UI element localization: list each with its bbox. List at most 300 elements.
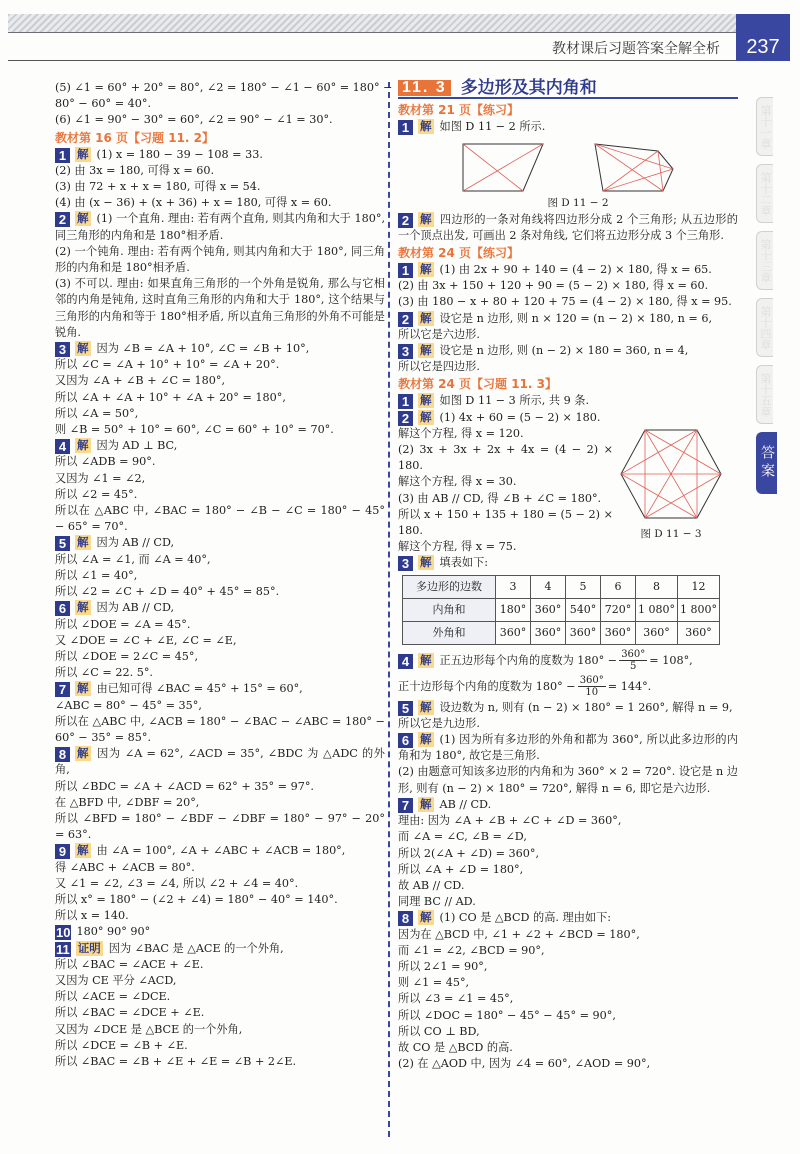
- problem-number: 2: [398, 213, 413, 228]
- problem-line: [398, 991, 738, 1007]
- problem-text: 所以 ∠ACE = ∠DCE.: [55, 990, 171, 1004]
- left-column: [55, 80, 393, 1070]
- solution-tag: 解: [420, 343, 432, 358]
- problem-text: 则 ∠B = 50° + 10° = 60°, ∠C = 60° + 10° = 70°.: [55, 423, 334, 437]
- problem-text: (2) 由 3x = 180, 可得 x = 60.: [55, 163, 215, 177]
- problem-line: [398, 1056, 738, 1072]
- solution-tag: 解: [420, 310, 432, 325]
- problem-item: [55, 941, 385, 1071]
- problem-text: (1) x = 180 − 39 − 108 = 33.: [96, 147, 263, 161]
- quadrilateral-diagram: [453, 139, 563, 195]
- problem-line: [55, 973, 385, 989]
- problem-number: 5: [55, 536, 70, 551]
- problem-text: 所以 ∠2 = 45°.: [55, 487, 138, 501]
- solution-tag: 解: [77, 438, 89, 453]
- problem-text: 在 △BFD 中, ∠DBF = 20°,: [55, 795, 200, 809]
- text-line: (6) ∠1 = 90° − 30° = 60°, ∠2 = 90° − ∠1 = 30°.: [55, 113, 333, 127]
- side-tab-ch11[interactable]: 第十一章: [756, 97, 773, 156]
- problem-text: 正十边形每个内角的度数为 180° −: [398, 679, 576, 693]
- figure-caption: 图 D 11 − 2: [547, 197, 609, 210]
- problem-text: (1) 因为所有多边形的外角和都为 360°, 所以此多边形的内角和为 180°, 故它是三角形.: [398, 733, 738, 763]
- problem-text: 因为 ∠BAC 是 △ACE 的一个外角,: [108, 941, 284, 955]
- problem-number: 1: [398, 120, 413, 135]
- problem-line: [55, 276, 385, 341]
- problem-item: [398, 797, 738, 910]
- problem-item: [398, 732, 738, 797]
- problem-text: 所以 ∠BAC = ∠B + ∠E + ∠E = ∠B + 2∠E.: [55, 1054, 297, 1068]
- problem-text: 所以 2∠1 = 90°,: [398, 959, 488, 973]
- problem-line: [398, 797, 738, 813]
- problem-line: [398, 359, 738, 375]
- table-cell: 360°: [636, 621, 678, 644]
- problem-line: [55, 584, 385, 600]
- problem-line: [398, 894, 738, 910]
- solution-tag: 解: [420, 910, 432, 925]
- problem-line: [398, 426, 613, 442]
- problem-item: [55, 843, 385, 924]
- problem-line: [398, 311, 738, 327]
- problem-list: [55, 147, 385, 1071]
- problem-text: 所以 ∠DOC = 180° − 45° − 45° = 90°,: [398, 1008, 616, 1022]
- problem-line: [398, 943, 738, 959]
- table-cell: 8: [636, 575, 678, 598]
- problem-text: 所以 ∠ADB = 90°.: [55, 455, 156, 469]
- page-number: 237: [736, 14, 790, 61]
- problem-line: [55, 1054, 385, 1070]
- problem-line: [55, 147, 385, 163]
- problem-line: [55, 860, 385, 876]
- header-hatch-band: [8, 14, 736, 33]
- problem-text: = 108°,: [649, 653, 693, 667]
- problem-line: [55, 406, 385, 422]
- solution-tag: 解: [77, 600, 89, 615]
- table-cell: 720°: [601, 598, 636, 621]
- solution-tag: 解: [420, 796, 432, 811]
- right-column: [398, 80, 738, 1072]
- table-cell: 360°: [496, 621, 531, 644]
- problem-text: (2) 一个钝角. 理由: 若有两个钝角, 则其内角和大于 180°, 同三角形的内角和是 180°相矛盾.: [55, 244, 385, 275]
- problem-number: 3: [398, 344, 413, 359]
- problem-text: (2) 在 △AOD 中, 因为 ∠4 = 60°, ∠AOD = 90°,: [398, 1057, 651, 1071]
- problem-text: 所以 ∠DOE = ∠A = 45°.: [55, 617, 191, 631]
- problem-text: 正五边形每个内角的度数为 180° −: [439, 653, 618, 667]
- problem-number: 3: [55, 342, 70, 357]
- problem-text: 又因为 ∠1 = ∠2,: [55, 471, 146, 485]
- problem-line: [55, 357, 385, 373]
- problem-text: 所以 x° = 180° − (∠2 + ∠4) = 180° − 40° = 140°.: [55, 892, 338, 906]
- problem-text: 设边数为 n, 则有 (n − 2) × 180° = 1 260°, 解得 n = 9,: [439, 700, 733, 714]
- problem-number: 11: [56, 941, 70, 957]
- solution-tag: 解: [77, 681, 89, 696]
- problem-text: 由已知可得 ∠BAC = 45° + 15° = 60°,: [96, 682, 303, 696]
- problem-text: 如图 D 11 − 3 所示, 共 9 条.: [439, 394, 590, 408]
- problem-item: [398, 393, 738, 409]
- problem-line: [55, 681, 385, 697]
- problem-line: [398, 846, 738, 862]
- problem-number: 8: [398, 911, 413, 926]
- problem-line: [398, 813, 738, 829]
- problem-text: 所以它是九边形.: [398, 716, 480, 730]
- problem-line: [398, 862, 738, 878]
- problem-text: 所以在 △ABC 中, ∠ACB = 180° − ∠BAC − ∠ABC = 180° − 60° − 35° = 85°.: [55, 714, 385, 744]
- problem-text: 又因为 ∠A + ∠B + ∠C = 180°,: [55, 374, 226, 388]
- problem-text: (1) 由 2x + 90 + 140 = (4 − 2) × 180, 得 x = 65.: [439, 263, 712, 277]
- problem-text: 所以 ∠3 = ∠1 = 45°,: [398, 992, 514, 1006]
- problem-line: [55, 163, 385, 179]
- problem-text: ∠ABC = 80° − 45° = 35°,: [55, 698, 202, 712]
- problem-text: 所以 ∠A + ∠A + 10° + ∠A + 20° = 180°,: [55, 390, 286, 404]
- problem-number: 4: [398, 654, 413, 669]
- problem-line: [55, 795, 385, 811]
- problem-text: 所以 x = 140.: [55, 909, 129, 923]
- problem-line: [398, 491, 613, 507]
- problem-text: 又 ∠DOE = ∠C + ∠E, ∠C = ∠E,: [55, 633, 237, 647]
- problem-text: 解这个方程, 得 x = 75.: [398, 540, 517, 554]
- problem-text: 所以 ∠DOE = 2∠C = 45°,: [55, 649, 199, 663]
- side-tabs: [756, 97, 794, 502]
- table-cell: 4: [531, 575, 566, 598]
- problem-text: 而 ∠A = ∠C, ∠B = ∠D,: [398, 830, 527, 844]
- fraction: [578, 675, 606, 698]
- problem-line: [398, 829, 738, 845]
- problem-line: [55, 535, 385, 551]
- solution-tag: 解: [77, 843, 89, 858]
- solution-tag: 解: [420, 652, 432, 667]
- problem-line: [398, 1024, 738, 1040]
- problem-line: [55, 195, 385, 211]
- problem-number: 3: [398, 556, 413, 571]
- section-heading: 教材第 21 页【练习】: [398, 103, 520, 118]
- problem-item: [398, 700, 738, 732]
- problem-number: 7: [55, 682, 70, 697]
- problem-line: [55, 600, 385, 616]
- problem-line: [55, 454, 385, 470]
- problem-text: 所以 ∠C = 22. 5°.: [55, 666, 153, 680]
- problem-line: [398, 700, 738, 716]
- problem-line: [55, 908, 385, 924]
- table-cell: 180°: [496, 598, 531, 621]
- polygon-angle-table: [402, 575, 720, 645]
- problem-line: [398, 1008, 738, 1024]
- problem-number: 1: [55, 148, 70, 163]
- problem-text: 而 ∠1 = ∠2, ∠BCD = 90°,: [398, 943, 545, 957]
- problem-text: 所以它是六边形.: [398, 327, 480, 341]
- problem-item: [398, 119, 738, 135]
- problem-text: 所以在 △ABC 中, ∠BAC = 180° − ∠B − ∠C = 180° − 45° − 65° = 70°.: [55, 504, 385, 534]
- problem-text: (2) 由题意可知该多边形的内角和为 360° × 2 = 720°. 设它是 n 边形, 则有 (n − 2) × 180° = 720°, 解得 n = 6, 即它是六边形.: [398, 765, 738, 795]
- section-heading: 教材第 24 页【习题 11. 3】: [398, 377, 558, 392]
- solution-tag: 解: [420, 262, 432, 277]
- problem-text: (4) 由 (x − 36) + (x + 36) + x = 180, 可得 x = 60.: [55, 196, 332, 210]
- problem-line: [398, 674, 738, 700]
- problem-line: [398, 975, 738, 991]
- problem-text: 因为 AD ⊥ BC,: [96, 439, 178, 453]
- side-tab-ch14[interactable]: 第十四章: [756, 298, 773, 357]
- pentagon-diagram: [593, 139, 683, 195]
- table-cell: 1 080°: [636, 598, 678, 621]
- problem-text: 解这个方程, 得 x = 120.: [398, 426, 524, 440]
- problem-line: [55, 422, 385, 438]
- problem-text: 所以 ∠A = ∠1, 而 ∠A = 40°,: [55, 552, 211, 566]
- solution-tag: 证明: [77, 940, 101, 955]
- problem-number: 7: [398, 798, 413, 813]
- problem-text: 所以 ∠1 = 40°,: [55, 568, 138, 582]
- problem-item: [398, 648, 738, 674]
- solution-tag: 解: [420, 119, 432, 134]
- problem-list: [398, 262, 738, 375]
- solution-tag: 解: [420, 211, 432, 226]
- solution-tag: 解: [77, 341, 89, 356]
- problem-line: [398, 262, 738, 278]
- problem-text: 所以 ∠BAC = ∠ACE + ∠E.: [55, 957, 204, 971]
- denominator: 10: [585, 687, 599, 699]
- problem-line: [55, 698, 385, 714]
- problem-line: [398, 410, 613, 426]
- problem-text: (1) CO 是 △BCD 的高. 理由如下:: [439, 911, 612, 925]
- problem-text: 填表如下:: [439, 556, 489, 570]
- problem-number: 4: [55, 439, 70, 454]
- solution-tag: 解: [420, 555, 432, 570]
- problem-item: [55, 438, 385, 535]
- chapter-title: 多边形及其内角和: [460, 78, 597, 98]
- problem-line: [55, 1022, 385, 1038]
- problem-line: [55, 373, 385, 389]
- problem-line: [55, 649, 385, 665]
- figure-d11-2: [438, 139, 698, 195]
- table-cell: 360°: [531, 598, 566, 621]
- table-row: [403, 575, 720, 598]
- problem-item: [55, 147, 385, 212]
- problem-item: [55, 211, 385, 341]
- problem-text: 又 ∠1 = ∠2, ∠3 = ∠4, 所以 ∠2 + ∠4 = 40°.: [55, 876, 299, 890]
- problem-text: 所以 ∠C = ∠A + 10° + 10° = ∠A + 20°.: [55, 358, 280, 372]
- problem-number: 1: [398, 263, 413, 278]
- problem-text: 因为 ∠B = ∠A + 10°, ∠C = ∠B + 10°,: [96, 342, 310, 356]
- table-cell: 12: [678, 575, 720, 598]
- problem-line: [55, 633, 385, 649]
- numerator: 360°: [621, 649, 646, 661]
- problem-item: [398, 910, 738, 1072]
- problem-line: [55, 665, 385, 681]
- problem-line: [398, 278, 738, 294]
- denominator: 5: [630, 661, 637, 673]
- problem-text: 所以 CO ⊥ BD,: [398, 1024, 480, 1038]
- problem-text: 所以 ∠BAC = ∠DCE + ∠E.: [55, 1006, 205, 1020]
- problem-number: 6: [398, 733, 413, 748]
- problem-line: [398, 732, 738, 764]
- table-cell: 6: [601, 575, 636, 598]
- problem-number: 6: [55, 601, 70, 616]
- problem-line: [55, 746, 385, 778]
- side-tab-ch15[interactable]: 第十五章: [756, 365, 773, 424]
- table-cell: 3: [496, 575, 531, 598]
- section-heading: 教材第 24 页【练习】: [398, 246, 520, 261]
- problem-text: = 144°.: [607, 679, 652, 693]
- problem-line: [55, 568, 385, 584]
- table-row: [403, 598, 720, 621]
- problem-text: 所以 ∠2 = ∠C + ∠D = 40° + 45° = 85°.: [55, 585, 280, 599]
- problem-text: (2) 3x + 3x + 2x + 4x = (4 − 2) × 180.: [398, 443, 613, 473]
- problem-text: 则 ∠1 = 45°,: [398, 976, 470, 990]
- problem-text: 180° 90° 90°: [76, 925, 151, 939]
- problem-text: 理由: 因为 ∠A + ∠B + ∠C + ∠D = 360°,: [398, 814, 622, 828]
- problem-number: 2: [398, 312, 413, 327]
- solution-tag: 解: [420, 393, 432, 408]
- problem-text: 因为 ∠A = 62°, ∠ACD = 35°, ∠BDC 为 △ADC 的外角,: [55, 747, 385, 777]
- figure-d11-3: [616, 428, 726, 541]
- numerator: 360°: [579, 675, 604, 687]
- problem-line: [398, 442, 613, 474]
- problem-item: [55, 341, 385, 438]
- text-line: 80° − 60° = 40°.: [55, 97, 152, 111]
- problem-line: [55, 438, 385, 454]
- header-title: 教材课后习题答案全解全析: [552, 41, 720, 57]
- problem-line: [398, 878, 738, 894]
- problem-line: [398, 910, 738, 926]
- fraction: [619, 649, 647, 672]
- chapter-number: 11. 3: [398, 80, 451, 96]
- problem-text: (1) 4x + 60 = (5 − 2) × 180.: [439, 410, 601, 424]
- problem-line: [398, 927, 738, 943]
- text-line: (5) ∠1 = 60° + 20° = 80°, ∠2 = 180° − ∠1 − 60° = 180° −: [55, 81, 393, 94]
- problem-text: 因为在 △BCD 中, ∠1 + ∠2 + ∠BCD = 180°,: [398, 927, 640, 941]
- problem-line: [55, 552, 385, 568]
- problem-item: [55, 924, 385, 940]
- problem-text: 设它是 n 边形, 则 n × 120 = (n − 2) × 180, n = 6,: [439, 311, 712, 325]
- problem-item: [398, 555, 738, 571]
- problem-line: [55, 390, 385, 406]
- problem-text: (3) 由 AB // CD, 得 ∠B + ∠C = 180°.: [398, 491, 602, 505]
- problem-number: 10: [56, 925, 71, 941]
- problem-text: 所以它是四边形.: [398, 360, 480, 374]
- side-tab-ch12[interactable]: 第十二章: [756, 164, 773, 223]
- problem-text: 又因为 ∠DCE 是 △BCE 的一个外角,: [55, 1022, 243, 1036]
- problem-line: [55, 179, 385, 195]
- problem-item: [398, 410, 613, 556]
- problem-number: 1: [398, 394, 413, 409]
- problem-line: [55, 957, 385, 973]
- problem-number: 2: [398, 411, 413, 426]
- problem-item: [55, 746, 385, 843]
- problem-text: 所以 ∠DCE = ∠B + ∠E.: [55, 1038, 188, 1052]
- side-tab-ch13[interactable]: 第十三章: [756, 231, 773, 290]
- problem-line: [398, 507, 613, 539]
- problem-number: 2: [55, 212, 70, 227]
- table-row: [403, 621, 720, 644]
- table-cell: 360°: [678, 621, 720, 644]
- problem-text: 因为 AB // CD,: [96, 601, 175, 615]
- problem-line: [55, 924, 385, 940]
- solution-tag: 解: [420, 409, 432, 424]
- figure-caption: 图 D 11 − 3: [640, 528, 702, 540]
- problem-list: [398, 700, 738, 1073]
- problem-item: [398, 262, 738, 311]
- problem-line: [55, 779, 385, 795]
- problem-line: [55, 487, 385, 503]
- problem-text: 又因为 CE 平分 ∠ACD,: [55, 973, 177, 987]
- table-cell: 540°: [566, 598, 601, 621]
- problem-line: [55, 892, 385, 908]
- row-header: 外角和: [403, 621, 496, 644]
- problem-line: [55, 211, 385, 243]
- problem-text: (1) 一个直角. 理由: 若有两个直角, 则其内角和大于 180°, 同三角形的内角和是 180°相矛盾.: [55, 212, 385, 242]
- problem-item: [398, 311, 738, 343]
- problem-text: 四边形的一条对角线将四边形分成 2 个三角形; 从五边形的一个顶点出发, 可画出 2 条对角线, 它们将五边形分成 3 个三角形.: [398, 212, 738, 242]
- problem-text: 所以 ∠A + ∠D = 180°,: [398, 862, 524, 876]
- problem-text: 故 AB // CD.: [398, 878, 465, 892]
- problem-text: AB // CD.: [439, 797, 492, 811]
- problem-number: 9: [55, 844, 70, 859]
- problem-line: [55, 843, 385, 859]
- problem-line: [55, 1005, 385, 1021]
- problem-line: [55, 714, 385, 746]
- problem-text: 所以 ∠BDC = ∠A + ∠ACD = 62° + 35° = 97°.: [55, 779, 314, 793]
- problem-number: 5: [398, 701, 413, 716]
- problem-line: [55, 244, 385, 276]
- problem-text: (2) 由 3x + 150 + 120 + 90 = (5 − 2) × 180, 得 x = 60.: [398, 279, 709, 293]
- solution-tag: 解: [77, 746, 89, 761]
- problem-line: [398, 343, 738, 359]
- problem-line: [55, 471, 385, 487]
- table-cell: 5: [566, 575, 601, 598]
- problem-text: 所以 ∠A = 50°,: [55, 406, 139, 420]
- solution-tag: 解: [77, 535, 89, 550]
- column-divider: [388, 82, 390, 1137]
- problem-text: 解这个方程, 得 x = 30.: [398, 475, 517, 489]
- problem-item: [398, 212, 738, 244]
- problem-text: 设它是 n 边形, 则 (n − 2) × 180 = 360, n = 4,: [439, 344, 689, 358]
- solution-tag: 解: [77, 146, 89, 161]
- header-rule: [8, 60, 736, 61]
- side-tab-answers[interactable]: 答案: [756, 432, 777, 494]
- problem-item: [55, 535, 385, 600]
- problem-line: [55, 617, 385, 633]
- problem-line: [398, 716, 738, 732]
- problem-text: 因为 AB // CD,: [96, 536, 175, 550]
- problem-text: (3) 由 72 + x + x = 180, 可得 x = 54.: [55, 180, 261, 194]
- problem-line: [55, 811, 385, 843]
- problem-text: 所以 2(∠A + ∠D) = 360°,: [398, 846, 540, 860]
- problem-text: 所以 ∠BFD = 180° − ∠BDF − ∠DBF = 180° − 97° − 20° = 63°.: [55, 811, 385, 842]
- problem-line: [55, 341, 385, 357]
- problem-line: [55, 876, 385, 892]
- problem-line: [398, 474, 613, 490]
- problem-line: [398, 294, 738, 310]
- problem-text: 故 CO 是 △BCD 的高.: [398, 1040, 513, 1054]
- problem-number: 8: [55, 747, 70, 762]
- table-cell: 360°: [566, 621, 601, 644]
- chapter-header: [398, 80, 738, 99]
- problem-text: 同理 BC // AD.: [398, 895, 476, 909]
- problem-line: [398, 327, 738, 343]
- problem-text: (3) 不可以. 理由: 如果直角三角形的一个外角是锐角, 那么与它相邻的内角是钝角, 这时直角三角形的内角和大于 180°, 这个结果与三角形的内角和等于 180°相矛盾, 所以直角三角形的外角不可能是锐角.: [55, 277, 385, 339]
- table-cell: 1 800°: [678, 598, 720, 621]
- problem-line: [398, 539, 613, 555]
- problem-line: [398, 1040, 738, 1056]
- problem-item: [55, 600, 385, 681]
- problem-text: (3) 由 180 − x + 80 + 120 + 75 = (4 − 2) × 180, 得 x = 95.: [398, 295, 732, 309]
- problem-line: [398, 959, 738, 975]
- solution-tag: 解: [420, 732, 432, 747]
- problem-text: 如图 D 11 − 2 所示.: [439, 120, 546, 134]
- solution-tag: 解: [77, 211, 89, 226]
- problem-item: [398, 343, 738, 375]
- problem-line: [398, 764, 738, 796]
- row-header: 多边形的边数: [403, 575, 496, 598]
- table-cell: 360°: [531, 621, 566, 644]
- problem-text: 所以 x + 150 + 135 + 180 = (5 − 2) × 180.: [398, 507, 613, 538]
- problem-line: [55, 989, 385, 1005]
